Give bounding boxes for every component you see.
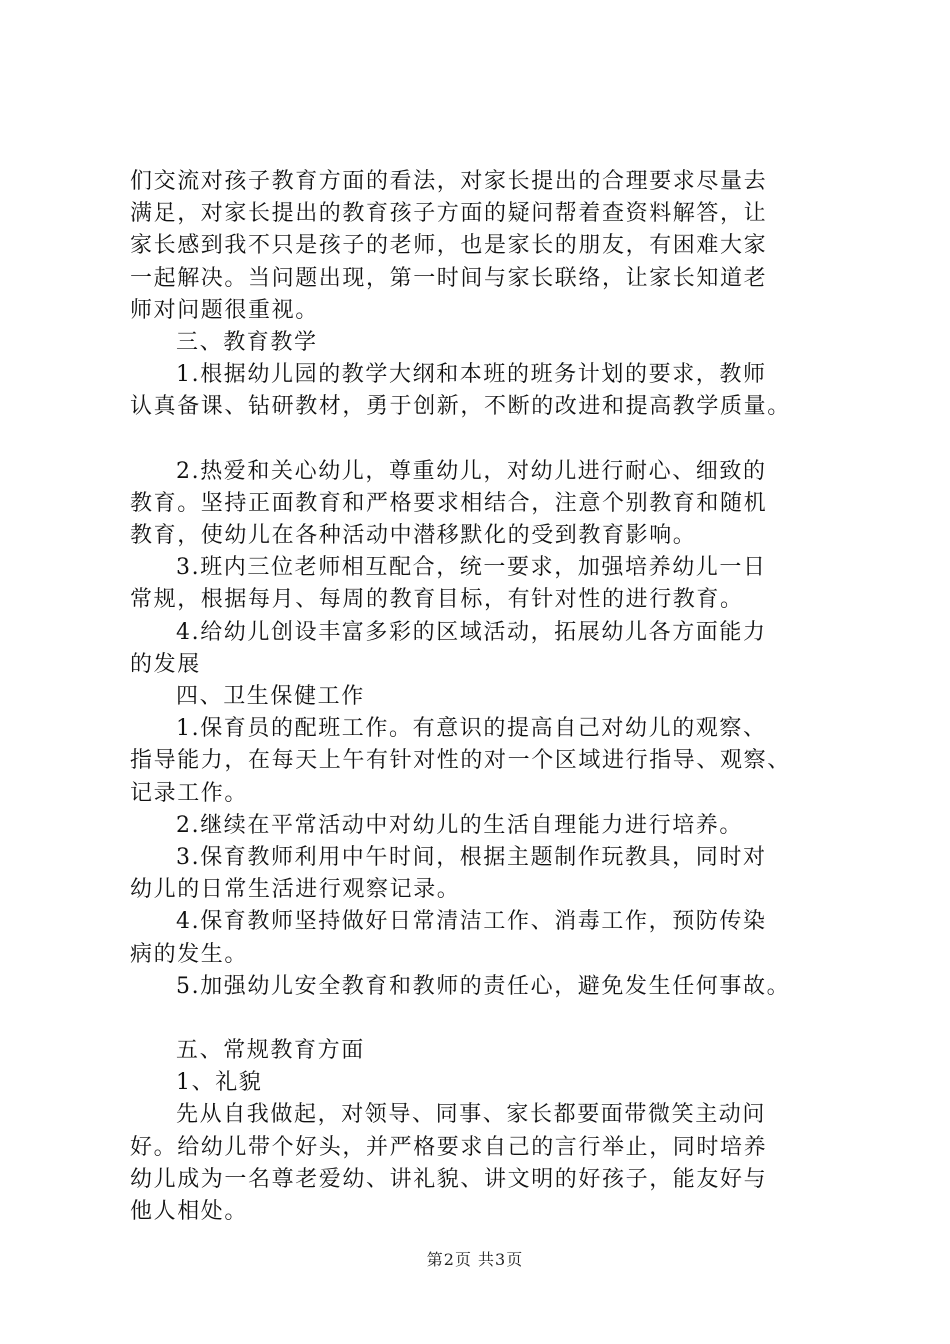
text-line: 5.加强幼儿安全教育和教师的责任心，避免发生任何事故。 bbox=[176, 973, 791, 999]
text-line: 三、教育教学 bbox=[176, 329, 318, 355]
text-line: 3.保育教师利用中午时间，根据主题制作玩教具，同时对 bbox=[176, 844, 767, 870]
text-line: 一起解决。当问题出现，第一时间与家长联络，让家长知道老 bbox=[130, 265, 768, 291]
text-line: 幼儿的日常生活进行观察记录。 bbox=[130, 877, 461, 903]
text-line: 3.班内三位老师相互配合，统一要求，加强培养幼儿一日 bbox=[176, 555, 767, 581]
text-line: 满足，对家长提出的教育孩子方面的疑问帮着查资料解答，让 bbox=[130, 201, 768, 227]
text-line: 四、卫生保健工作 bbox=[176, 684, 365, 709]
text-line: 们交流对孩子教育方面的看法，对家长提出的合理要求尽量去 bbox=[130, 169, 768, 194]
text-line: 记录工作。 bbox=[130, 780, 249, 806]
text-line: 的发展 bbox=[130, 651, 201, 677]
text-line: 1、礼貌 bbox=[176, 1070, 263, 1096]
text-line: 教育。坚持正面教育和严格要求相结合，注意个别教育和随机 bbox=[130, 490, 768, 516]
text-line: 师对问题很重视。 bbox=[130, 297, 319, 323]
text-line: 家长感到我不只是孩子的老师，也是家长的朋友，有困难大家 bbox=[130, 233, 768, 259]
blank-line bbox=[130, 1003, 830, 1035]
text-line: 先从自我做起，对领导、同事、家长都要面带微笑主动问 bbox=[176, 1102, 767, 1128]
text-line: 认真备课、钻研教材，勇于创新，不断的改进和提高教学质量。 bbox=[130, 394, 791, 420]
text-line: 1.保育员的配班工作。有意识的提高自己对幼儿的观察、 bbox=[176, 716, 767, 742]
text-line: 指导能力，在每天上午有针对性的对一个区域进行指导、观察、 bbox=[130, 748, 791, 774]
text-line: 好。给幼儿带个好头，并严格要求自己的言行举止，同时培养 bbox=[130, 1134, 768, 1160]
document-body bbox=[130, 166, 830, 1228]
text-line: 4.给幼儿创设丰富多彩的区域活动，拓展幼儿各方面能力 bbox=[176, 619, 767, 645]
text-line: 常规，根据每月、每周的教育目标，有针对性的进行教育。 bbox=[130, 587, 744, 613]
text-line: 1.根据幼儿园的教学大纲和本班的班务计划的要求，教师 bbox=[176, 362, 767, 388]
blank-line bbox=[130, 424, 830, 456]
text-line: 他人相处。 bbox=[130, 1199, 249, 1224]
text-line: 2.热爱和关心幼儿，尊重幼儿，对幼儿进行耐心、细致的 bbox=[176, 458, 767, 484]
text-line: 病的发生。 bbox=[130, 941, 249, 967]
text-line: 五、常规教育方面 bbox=[176, 1038, 365, 1064]
text-line: 幼儿成为一名尊老爱幼、讲礼貌、讲文明的好孩子，能友好与 bbox=[130, 1166, 768, 1192]
page-footer: 第2页 共3页 bbox=[426, 1250, 524, 1269]
text-line: 4.保育教师坚持做好日常清洁工作、消毒工作，预防传染 bbox=[176, 909, 767, 935]
text-line: 教育，使幼儿在各种活动中潜移默化的受到教育影响。 bbox=[130, 523, 697, 549]
text-line: 2.继续在平常活动中对幼儿的生活自理能力进行培养。 bbox=[176, 812, 743, 838]
